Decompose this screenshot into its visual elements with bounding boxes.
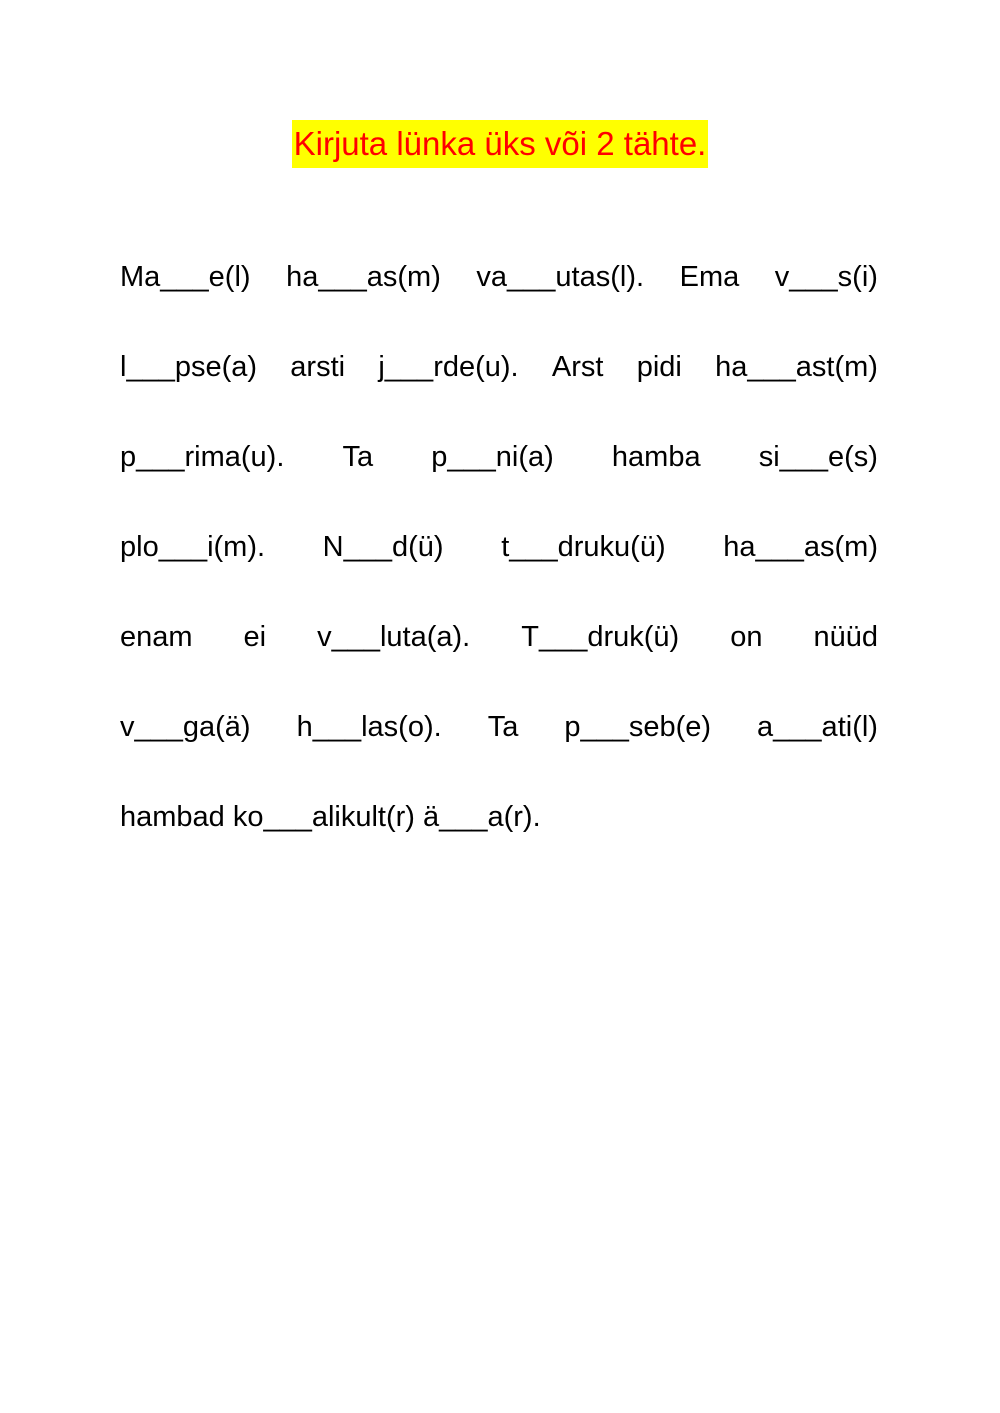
word: ko___alikult(r) — [232, 801, 415, 833]
word: Ta — [487, 711, 519, 743]
word: ha___as(m) — [723, 531, 878, 563]
word: t___druku(ü) — [501, 531, 666, 563]
word: p___rima(u). — [120, 441, 285, 473]
word: v___s(i) — [774, 261, 878, 293]
word: p___ni(a) — [431, 441, 554, 473]
word: ha___as(m) — [286, 261, 441, 293]
paragraph-line — [120, 337, 878, 427]
word: hamba — [611, 441, 701, 473]
word: T___druk(ü) — [521, 621, 680, 653]
word: plo___i(m). — [120, 531, 266, 563]
word: ha___ast(m) — [715, 351, 878, 383]
word: ei — [243, 621, 267, 653]
word: N___d(ü) — [322, 531, 444, 563]
paragraph-line — [120, 607, 878, 697]
word: va___utas(l). — [476, 261, 645, 293]
word: ä___a(r). — [422, 801, 541, 833]
word: si___e(s) — [758, 441, 878, 473]
worksheet-title: Kirjuta lünka üks või 2 tähte. — [292, 120, 709, 168]
paragraph-line — [120, 427, 878, 517]
word: h___las(o). — [296, 711, 442, 743]
word: Ma___e(l) — [120, 261, 251, 293]
paragraph-line — [120, 247, 878, 337]
word: enam — [120, 621, 193, 653]
title-container — [0, 120, 1000, 168]
word: p___seb(e) — [564, 711, 712, 743]
word: hambad — [120, 801, 225, 833]
paragraph-line — [120, 787, 878, 877]
word: a___ati(l) — [757, 711, 878, 743]
word: v___luta(a). — [317, 621, 471, 653]
word: Ta — [342, 441, 374, 473]
paragraph-line — [120, 697, 878, 787]
paragraph-line — [120, 517, 878, 607]
word: Ema — [679, 261, 740, 293]
word: j___rde(u). — [378, 351, 519, 383]
word: on — [730, 621, 763, 653]
word: l___pse(a) — [120, 351, 258, 383]
fill-in-paragraph — [120, 247, 878, 877]
word: nüüd — [813, 621, 878, 653]
word: arsti — [290, 351, 346, 383]
word: pidi — [636, 351, 682, 383]
word: Arst — [551, 351, 604, 383]
word: v___ga(ä) — [120, 711, 251, 743]
